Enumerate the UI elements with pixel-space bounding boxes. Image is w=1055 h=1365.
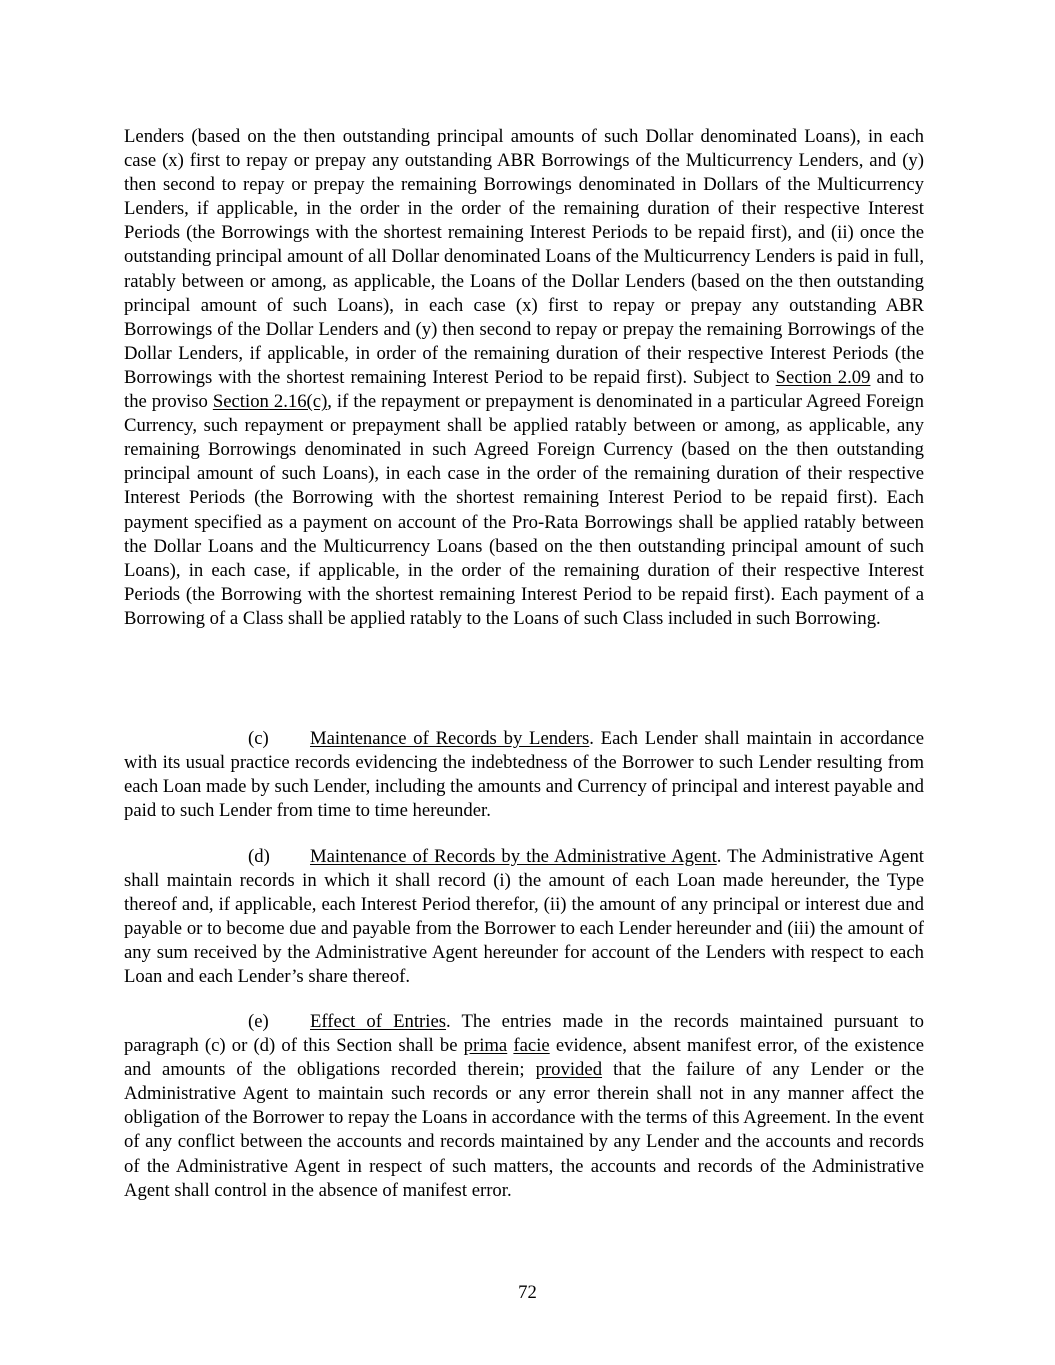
paragraph-c [124, 727, 924, 823]
paragraph-e-text-a: . The entries made in the records maintained pursuant to paragraph (c) or (d) of this Section shall be [124, 1011, 924, 1057]
p1-text-b: and to the proviso [124, 366, 924, 413]
page-number: 72 [518, 1282, 537, 1303]
paragraph-e-number: (e) [248, 1011, 269, 1032]
section-2-16c-reference: Section 2.16(c) [212, 391, 328, 413]
prima-term: prima [463, 1035, 508, 1057]
paragraph-c-number: (c) [248, 728, 269, 749]
paragraph-d-heading: Maintenance of Records by the Administrative Agent [310, 846, 717, 867]
section-2-09-reference: Section 2.09 [775, 366, 871, 388]
p1-text-a: Lenders (based on the then outstanding principal amounts of such Dollar denominated Loans), in each case (x) first to repay or prepay any outstanding ABR Borrowings of the Multicurrency Lenders, and (y) then second to repay or prepay the remaining Borrowings denominated in Dollars of the Multicurrency Lenders, if applicable, in the order in the order of the remaining duration of their respective Interest Periods (the Borrowings with the shortest remaining Interest Periods to be repaid first), and (ii) once the outstanding principal amount of all Dollar denominated Loans of the Multicurrency Lenders is paid in full, ratably between or among, as applicable, the Loans of the Dollar Lenders (based on the then outstanding principal amount of such Loans), in each case (x) first to repay or prepay any outstanding ABR Borrowings of the Dollar Lenders and (y) then second to repay or prepay the remaining Borrowings of the Dollar Lenders, if applicable, in order of the remaining duration of their respective Interest Periods (the Borrowings with the shortest remaining Interest Period to be repaid first). Subject to [124, 126, 924, 388]
paragraph-d-text: . The Administrative Agent shall maintain records in which it shall record (i) the amount of each Loan made hereunder, the Type thereof and, if applicable, each Interest Period therefor, (ii) the amount of any principal or interest due and payable or to become due and payable from the Borrower to each Lender hereunder and (iii) the amount of any sum received by the Administrative Agent hereunder for account of the Lenders with respect to each Loan and each Lender’s share thereof. [124, 846, 924, 988]
paragraph-d-number: (d) [248, 846, 270, 867]
paragraph-e [124, 1010, 924, 1203]
paragraph-e-text-c: that the failure of any Lender or the Administrative Agent to maintain such records or any error therein shall not in any manner affect the obligation of the Borrower to repay the Loans in accordance with the terms of this Agreement. In the event of any conflict between the accounts and records maintained by any Lender and the accounts and records of the Administrative Agent in respect of such matters, the accounts and records of the Administrative Agent shall control in the absence of manifest error. [124, 1059, 924, 1201]
paragraph-d [124, 845, 924, 990]
paragraph-continuation [124, 125, 924, 631]
paragraph-c-text: . Each Lender shall maintain in accordance with its usual practice records evidencing the indebtedness of the Borrower to such Lender resulting from each Loan made by such Lender, including the amounts and Currency of principal and interest payable and paid to such Lender from time to time hereunder. [124, 728, 924, 822]
provided-term: provided [535, 1059, 603, 1081]
facie-term: facie [513, 1035, 550, 1057]
paragraph-e-text-b: evidence, absent manifest error, of the existence and amounts of the obligations recorded therein; [124, 1035, 925, 1081]
paragraph-c-heading: Maintenance of Records by Lenders [310, 728, 590, 749]
p1-text-c: , if the repayment or prepayment is denominated in a particular Agreed Foreign Currency, such repayment or prepayment shall be applied ratably between or among, as applicable, any remaining Borrowings denominated in such Agreed Foreign Currency (based on the then outstanding principal amount of such Loans), in each case in the order of the remaining duration of their respective Interest Periods (the Borrowing with the shortest remaining Interest Period to be repaid first). Each payment specified as a payment on account of the Pro-Rata Borrowings shall be applied ratably between the Dollar Loans and the Multicurrency Loans (based on the then outstanding principal amount of such Loans), in each case, if applicable, in the order of the remaining duration of their respective Interest Periods (the Borrowing with the shortest remaining Interest Period to be repaid first). Each payment of a Borrowing of a Class shall be applied ratably to the Loans of such Class included in such Borrowing. [124, 391, 924, 629]
paragraph-e-heading: Effect of Entries [310, 1011, 447, 1032]
